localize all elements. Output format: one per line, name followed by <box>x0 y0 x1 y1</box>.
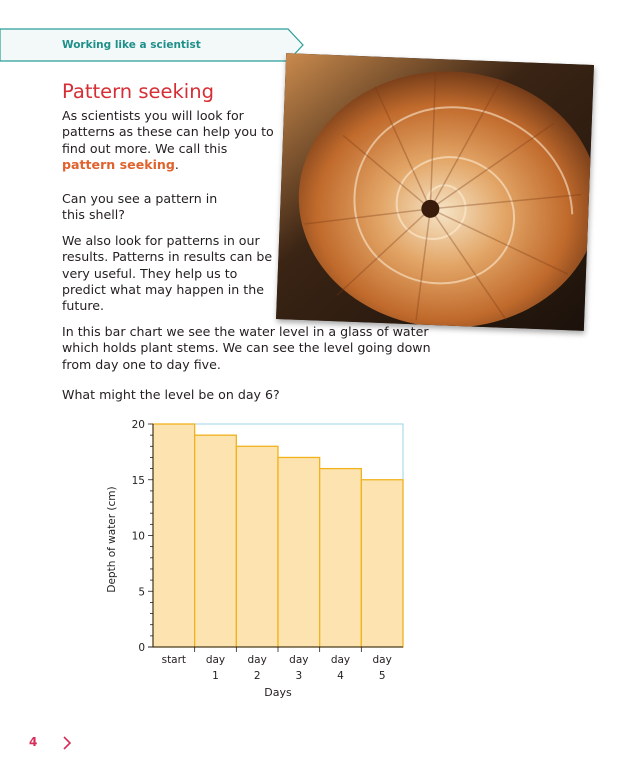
y-tick-label: 20 <box>131 419 145 431</box>
x-tick-label: day 1 <box>205 654 226 682</box>
bar-4 <box>320 469 362 647</box>
banner-text: Working like a scientist <box>62 39 201 51</box>
bar-3 <box>278 457 320 647</box>
page-title: Pattern seeking <box>62 80 214 103</box>
bar-chart-svg <box>96 415 416 705</box>
section-banner <box>0 28 305 62</box>
x-tick-label: day 5 <box>372 654 392 682</box>
paragraph-intro <box>62 108 277 173</box>
y-tick-label: 10 <box>131 530 145 543</box>
paragraph-intro-end: . <box>174 156 179 172</box>
paragraph-intro-text: As scientists you will look for patterns as these can help you to find out more. We call this <box>62 108 274 156</box>
chevron-right-icon[interactable] <box>62 735 72 751</box>
paragraph-results: We also look for patterns in our results. Patterns in results can be very useful. They help us to predict what may happen in the future. <box>62 233 273 314</box>
y-tick-label: 5 <box>138 586 145 599</box>
x-tick-label: day 2 <box>247 654 267 682</box>
shell-image <box>276 53 594 331</box>
keyword-highlight: pattern seeking <box>62 156 175 172</box>
page-number: 4 <box>29 735 38 749</box>
y-axis-label: Depth of water (cm) <box>106 486 118 593</box>
bar-1 <box>195 435 237 647</box>
paragraph-chart-question: What might the level be on day 6? <box>62 387 280 402</box>
x-tick-label: day 4 <box>330 654 351 682</box>
y-tick-label: 0 <box>138 642 145 654</box>
bar-5 <box>361 480 403 647</box>
x-tick-label: start <box>161 654 187 666</box>
nautilus-shell-photo <box>276 53 594 331</box>
x-axis-label: Days <box>264 686 292 699</box>
water-level-chart <box>96 415 416 705</box>
bar-2 <box>236 446 278 647</box>
bar-0 <box>153 424 195 647</box>
paragraph-shell-question: Can you see a pattern in this shell? <box>62 191 218 223</box>
paragraph-chart-intro: In this bar chart we see the water level in a glass of water which holds plant stems. We can see the level going down from day one to day five. <box>62 324 431 372</box>
y-tick-label: 15 <box>131 474 145 487</box>
x-tick-label: day 3 <box>289 654 309 682</box>
